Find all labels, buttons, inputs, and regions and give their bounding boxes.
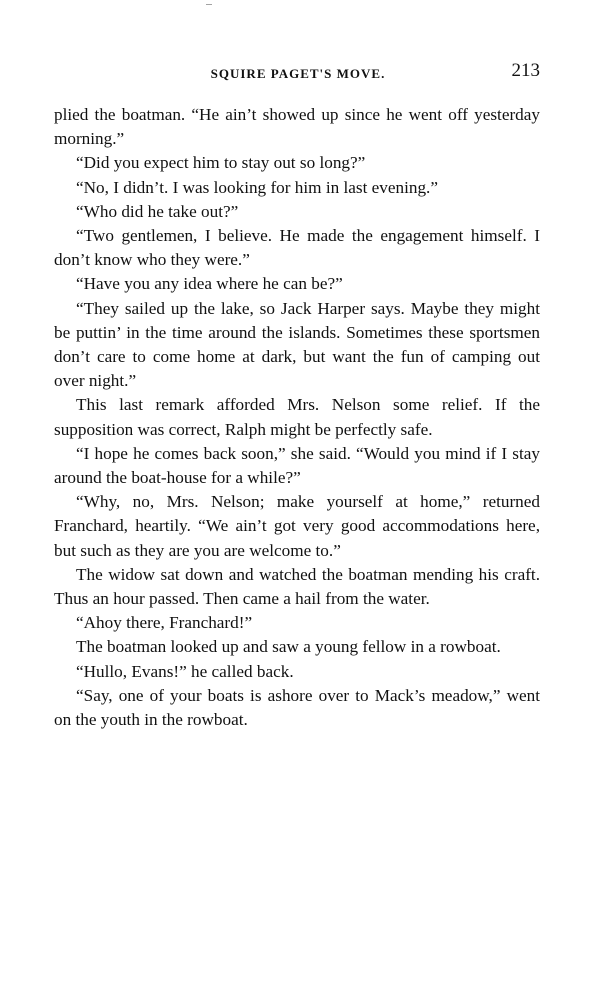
page-header xyxy=(54,60,542,84)
paragraph: “I hope he comes back soon,” she said. “Would you mind if I stay around the boat-house for a while?” xyxy=(54,443,540,488)
body-text xyxy=(54,103,540,732)
paragraph: The widow sat down and watched the boatman mending his craft. Thus an hour passed. Then came a hail from the water. xyxy=(54,564,540,609)
paragraph: “Why, no, Mrs. Nelson; make yourself at home,” returned Franchard, heartily. “We ain’t got very good accommodations here, but such as they are you are welcome to.” xyxy=(54,492,540,560)
paragraph: “Have you any idea where he can be?” xyxy=(76,274,343,294)
paragraph: “Hullo, Evans!” he called back. xyxy=(76,661,294,681)
paragraph: plied the boatman. “He ain’t showed up since he went off yesterday morning.” xyxy=(54,105,540,149)
paragraph: The boatman looked up and saw a young fellow in a rowboat. xyxy=(76,637,501,657)
running-head: SQUIRE PAGET'S MOVE. xyxy=(210,66,386,81)
paragraph: “Two gentlemen, I believe. He made the engagement himself. I don’t know who they were.” xyxy=(54,226,540,270)
paragraph: “Ahoy there, Franchard!” xyxy=(76,613,253,633)
page-number: 213 xyxy=(511,60,540,81)
scan-mark xyxy=(206,0,212,5)
paragraph: “No, I didn’t. I was looking for him in last evening.” xyxy=(76,177,438,197)
paragraph: “Who did he take out?” xyxy=(76,201,239,221)
paragraph: This last remark afforded Mrs. Nelson some relief. If the supposition was correct, Ralph might be perfectly safe. xyxy=(54,395,540,439)
paragraph: “They sailed up the lake, so Jack Harper says. Maybe they might be puttin’ in the time around the islands. Sometimes these sportsmen don’t care to come home at dark, but want the fun of camping out over night.” xyxy=(54,298,540,391)
paragraph: “Say, one of your boats is ashore over to Mack’s meadow,” went on the youth in the rowboat. xyxy=(54,685,540,730)
paragraph: “Did you expect him to stay out so long?” xyxy=(76,153,366,173)
